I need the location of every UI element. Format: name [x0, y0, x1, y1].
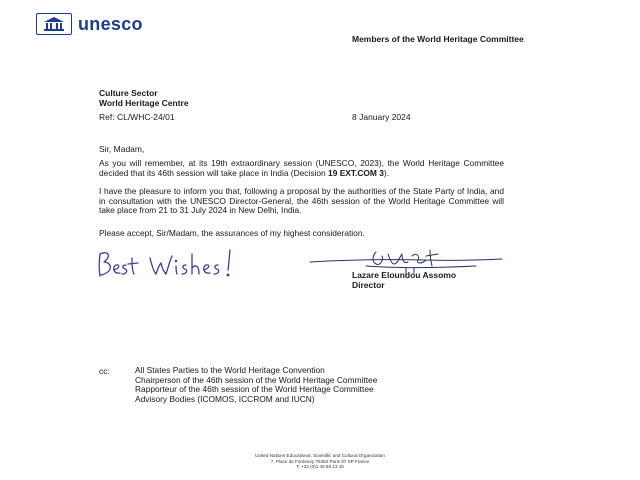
- salutation: Sir, Madam,: [99, 144, 145, 154]
- cc-label: cc:: [99, 366, 110, 376]
- footer-address: 7, Place de Fontenoy 75352 Paris 07 SP France: [270, 458, 370, 464]
- logo-frame: [36, 13, 72, 35]
- cc-item: Advisory Bodies (ICOMOS, ICCROM and IUCN): [135, 393, 315, 404]
- paragraph-3: Please accept, Sir/Madam, the assurances of my highest consideration.: [99, 228, 365, 238]
- cc-item: All States Parties to the World Heritage Convention: [135, 365, 325, 375]
- reference-number: Ref: CL/WHC-24/01: [99, 112, 175, 122]
- paragraph-1-end: ).: [383, 167, 390, 178]
- temple-icon: [43, 16, 65, 32]
- sender-centre: World Heritage Centre: [99, 98, 189, 108]
- cc-item: Chairperson of the 46th session of the World Heritage Committee: [135, 374, 378, 385]
- footer-phone: T: +33 (0)1 45 68 13 15: [296, 464, 344, 470]
- sender-block: [99, 88, 189, 108]
- temple-emblem-icon: [43, 16, 65, 32]
- addressee: Members of the World Heritage Committee: [352, 34, 524, 44]
- sender-sector: Culture Sector: [99, 88, 158, 98]
- letter-date: 8 January 2024: [352, 112, 411, 122]
- paragraph-1-text: As you will remember, at its 19th extraordinary session (UNESCO, 2023), the World Heritage Committee decided that its 46th session will take place in India (Decision: [99, 158, 504, 178]
- unesco-logo: [36, 13, 143, 35]
- cc-list: [135, 366, 377, 404]
- paragraph-2: I have the pleasure to inform you that, following a proposal by the authorities of the State Party of India, and in consultation with the UNESCO Director-General, the 46th session of the World Heritage Committee will take place from 21 to 31 July 2024 in New Delhi, India.: [99, 186, 504, 216]
- decision-reference: 19 EXT.COM 3: [328, 167, 384, 178]
- footer-organization: United Nations Educational, Scientific and Cultural Organization: [255, 453, 385, 458]
- cc-item: Rapporteur of the 46th session of the World Heritage Committee: [135, 384, 374, 395]
- signer-title: Director: [352, 280, 385, 290]
- signer-name: Lazare Eloundou Assomo: [352, 270, 457, 280]
- paragraph-1: [99, 159, 504, 178]
- letterhead-footer: [200, 453, 440, 470]
- handwritten-note-best-wishes: [94, 246, 254, 282]
- logo-wordmark: unesco: [78, 14, 143, 34]
